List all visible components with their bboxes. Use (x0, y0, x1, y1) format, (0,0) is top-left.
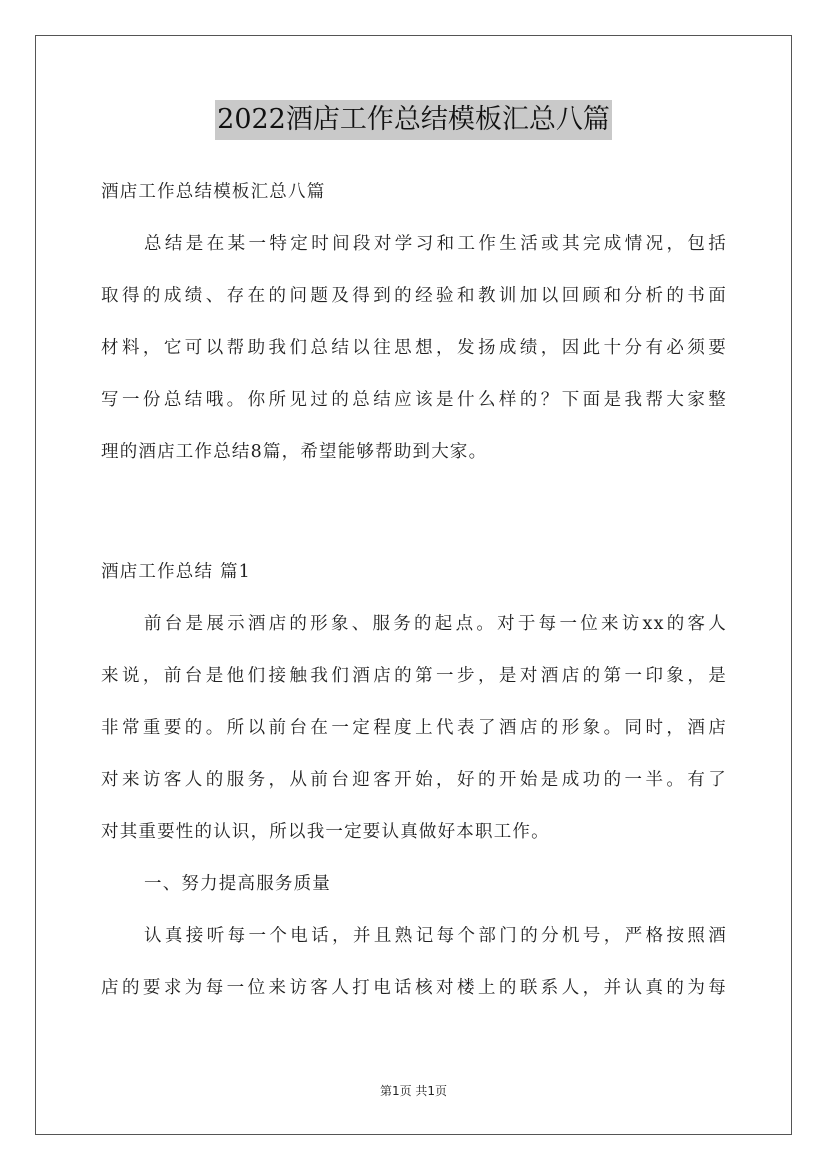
intro-line: 理的酒店工作总结8篇，希望能够帮助到大家。 (101, 442, 488, 462)
section-subheading: 一、努力提高服务质量 (144, 874, 331, 894)
section-para2-line: 店的要求为每一位来访客人打电话核对楼上的联系人，并认真的为每 (101, 978, 727, 998)
title-container (0, 100, 827, 140)
section-para1-line: 来说，前台是他们接触我们酒店的第一步，是对酒店的第一印象，是 (101, 666, 727, 686)
document-subtitle: 酒店工作总结模板汇总八篇 (101, 182, 326, 202)
section-para1-line: 对其重要性的认识，所以我一定要认真做好本职工作。 (101, 822, 550, 842)
section-para1-line: 非常重要的。所以前台在一定程度上代表了酒店的形象。同时，酒店 (101, 718, 727, 738)
document-body-section (101, 546, 727, 1014)
page-footer (0, 1082, 827, 1099)
section-para2-line: 认真接听每一个电话，并且熟记每个部门的分机号，严格按照酒 (144, 926, 727, 946)
intro-line: 材料，它可以帮助我们总结以往思想，发扬成绩，因此十分有必须要 (101, 338, 727, 358)
intro-line: 取得的成绩、存在的问题及得到的经验和教训加以回顾和分析的书面 (101, 286, 727, 306)
section-para1-line: 对来访客人的服务，从前台迎客开始，好的开始是成功的一半。有了 (101, 770, 727, 790)
document-title: 2022酒店工作总结模板汇总八篇 (215, 100, 612, 140)
intro-line: 写一份总结哦。你所见过的总结应该是什么样的？下面是我帮大家整 (101, 390, 727, 410)
intro-line: 总结是在某一特定时间段对学习和工作生活或其完成情况，包括 (144, 234, 727, 254)
document-body-top (101, 166, 727, 478)
section-heading: 酒店工作总结 篇1 (101, 562, 251, 582)
section-para1-line: 前台是展示酒店的形象、服务的起点。对于每一位来访xx的客人 (144, 614, 727, 634)
page-number-label: 第1页 共1页 (379, 1084, 448, 1098)
